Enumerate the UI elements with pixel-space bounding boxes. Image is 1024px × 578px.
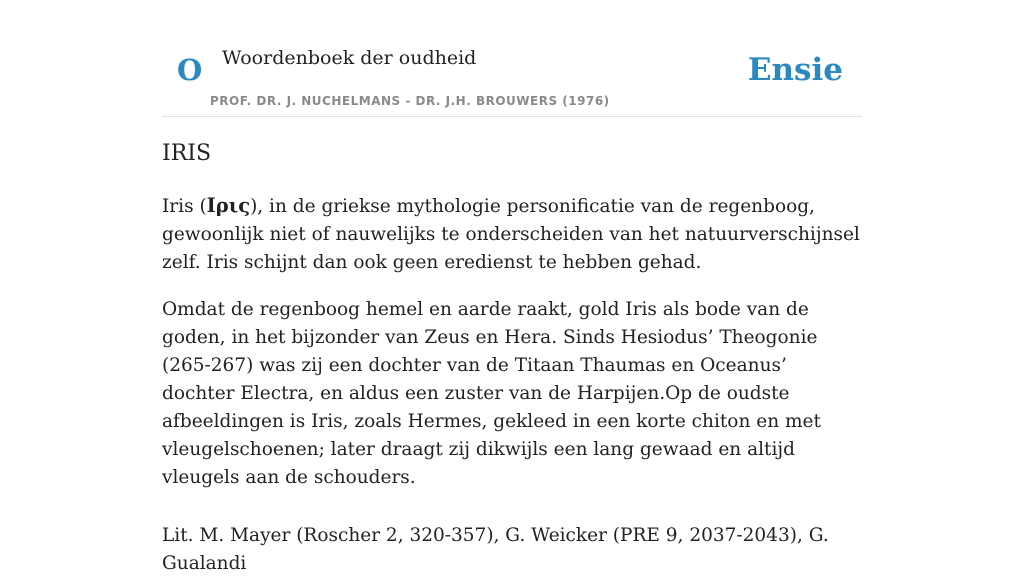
paragraph-text: Iris ( — [162, 196, 207, 217]
ensie-logo-link[interactable]: Ensie — [747, 52, 843, 88]
entry-paragraph-2: Omdat de regenboog hemel en aarde raakt, gold Iris als bode van de goden, in het bijzonder van Zeus en Hera. Sinds Hesiodus’ Theogonie (265-267) was zij een dochter van de Titaan Thaumas en Oceanus’ dochter Electra, en aldus een zuster van de Harpijen.Op de oudste afbeeldingen is Iris, zoals Hermes, gekleed in een korte chiton en met vleugelschoenen; later draagt zij dikwijls een lang gewaad en altijd vleugels aan de schouders. — [162, 299, 821, 488]
paragraph-text: ), in de griekse mythologie personificatie van de regenboog, gewoonlijk niet of nauwelijks te onderscheiden van het natuurverschijnsel zelf. Iris schijnt dan ook geen eredienst te hebben gehad. — [162, 196, 860, 273]
dictionary-header — [162, 0, 862, 117]
index-letter-link[interactable]: O — [177, 53, 203, 87]
entry-paragraph-1 — [162, 192, 862, 277]
entry-content — [162, 138, 862, 578]
dictionary-title[interactable]: Woordenboek der oudheid — [222, 47, 477, 69]
dictionary-authors: PROF. DR. J. NUCHELMANS - DR. J.H. BROUWERS (1976) — [210, 94, 610, 108]
greek-name: Ιρις — [206, 194, 251, 217]
entry-title: IRIS — [162, 141, 212, 166]
literature-paragraph: Lit. M. Mayer (Roscher 2, 320-357), G. Weicker (PRE 9, 2037-2043), G. Gualandi — [162, 525, 829, 574]
